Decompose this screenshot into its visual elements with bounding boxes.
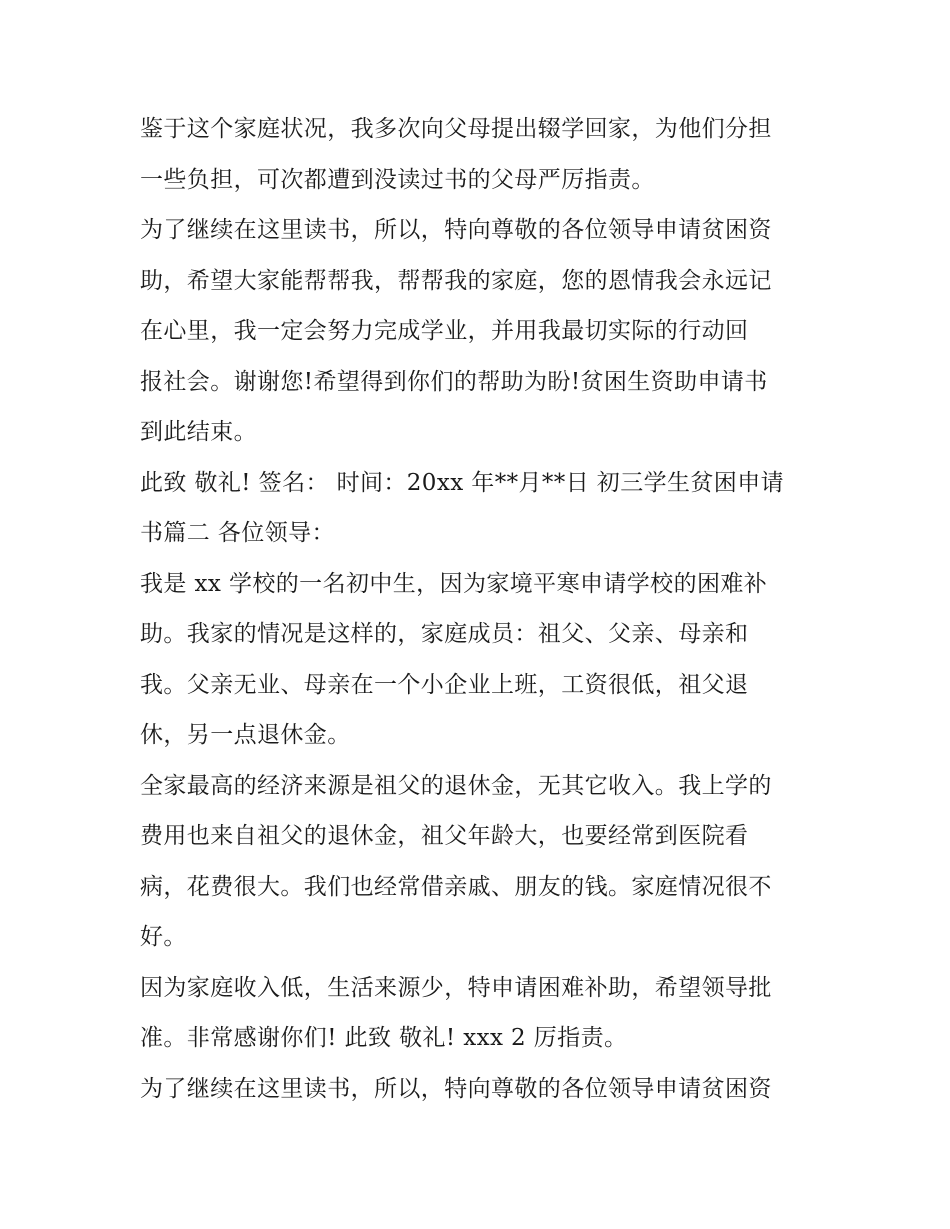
text-line: 休，另一点退休金。 (140, 722, 351, 748)
document-body (140, 104, 820, 1114)
text-line: 好。 (140, 924, 187, 950)
text-line: 鉴于这个家庭状况，我多次向父母提出辍学回家，为他们分担 (140, 116, 772, 142)
text-line: 助，希望大家能帮帮我，帮帮我的家庭，您的恩情我会永远记 (140, 267, 772, 294)
text-line: 为了继续在这里读书，所以，特向尊敬的各位领导申请贫困资 (140, 217, 772, 243)
text-line: 报社会。谢谢您!希望得到你们的帮助为盼!贫困生资助申请书 (140, 368, 768, 395)
text-line: 助。我家的情况是这样的，家庭成员：祖父、父亲、母亲和 (140, 621, 749, 647)
text-line: 全家最高的经济来源是祖父的退休金，无其它收入。我上学的 (140, 772, 772, 799)
text-line: 我是 xx 学校的一名初中生，因为家境平寒申请学校的困难补 (140, 570, 768, 597)
text-line: 在心里，我一定会努力完成学业，并用我最切实际的行动回 (140, 318, 749, 344)
text-line: 费用也来自祖父的退休金，祖父年龄大，也要经常到医院看 (140, 823, 749, 849)
text-line: 为了继续在这里读书，所以，特向尊敬的各位领导申请贫困资 (140, 1075, 772, 1102)
text-line: 准。非常感谢你们! 此致 敬礼! xxx 2 厉指责。 (140, 1025, 628, 1051)
text-line: 此致 敬礼! 签名： 时间：20xx 年**月**日 初三学生贫困申请 (140, 469, 785, 496)
text-line: 到此结束。 (140, 419, 257, 445)
text-line: 因为家庭收入低，生活来源少，特申请困难补助，希望领导批 (140, 974, 772, 1001)
text-line: 我。父亲无业、母亲在一个小企业上班，工资很低，祖父退 (140, 671, 749, 698)
text-line: 病，花费很大。我们也经常借亲戚、朋友的钱。家庭情况很不 (140, 873, 772, 900)
text-line: 书篇二 各位领导： (140, 520, 335, 546)
text-line: 一些负担，可次都遭到没读过书的父母严厉指责。 (140, 166, 655, 193)
